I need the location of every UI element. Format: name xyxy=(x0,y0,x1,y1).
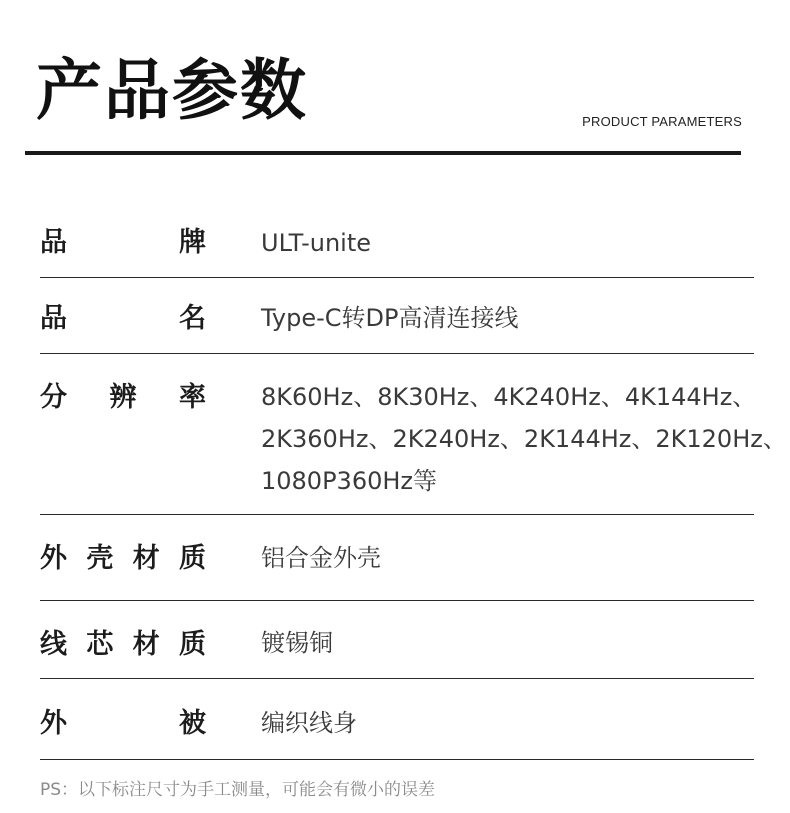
param-value-shell-material: 铝合金外壳 xyxy=(261,544,381,572)
param-value-brand: ULT-unite xyxy=(261,229,372,257)
page-subtitle: PRODUCT PARAMETERS xyxy=(582,114,742,129)
row-divider xyxy=(40,678,754,679)
footnote: PS：以下标注尺寸为手工测量，可能会有微小的误差 xyxy=(40,780,436,800)
param-label-resolution: 分 辨 率 xyxy=(40,382,206,413)
param-value-product-name: Type-C转DP高清连接线 xyxy=(261,304,519,332)
param-value-resolution: 8K60Hz、8K30Hz、4K240Hz、4K144Hz、 2K360Hz、2K240Hz、2K144Hz、2K120Hz、 1080P360Hz等 xyxy=(261,383,787,495)
param-label-brand: 品 牌 xyxy=(40,227,206,258)
param-value-jacket: 编织线身 xyxy=(261,709,357,737)
param-label-product-name: 品 名 xyxy=(40,303,206,334)
row-divider xyxy=(40,514,754,515)
param-label-shell-material: 外 壳 材 质 xyxy=(40,543,206,574)
row-divider xyxy=(40,353,754,354)
row-divider xyxy=(40,277,754,278)
row-divider xyxy=(40,759,754,760)
page-title: 产品参数 xyxy=(36,52,308,129)
param-label-core-material: 线 芯 材 质 xyxy=(40,629,206,660)
row-divider xyxy=(40,600,754,601)
param-label-jacket: 外 被 xyxy=(40,708,206,739)
param-value-core-material: 镀锡铜 xyxy=(261,629,333,657)
